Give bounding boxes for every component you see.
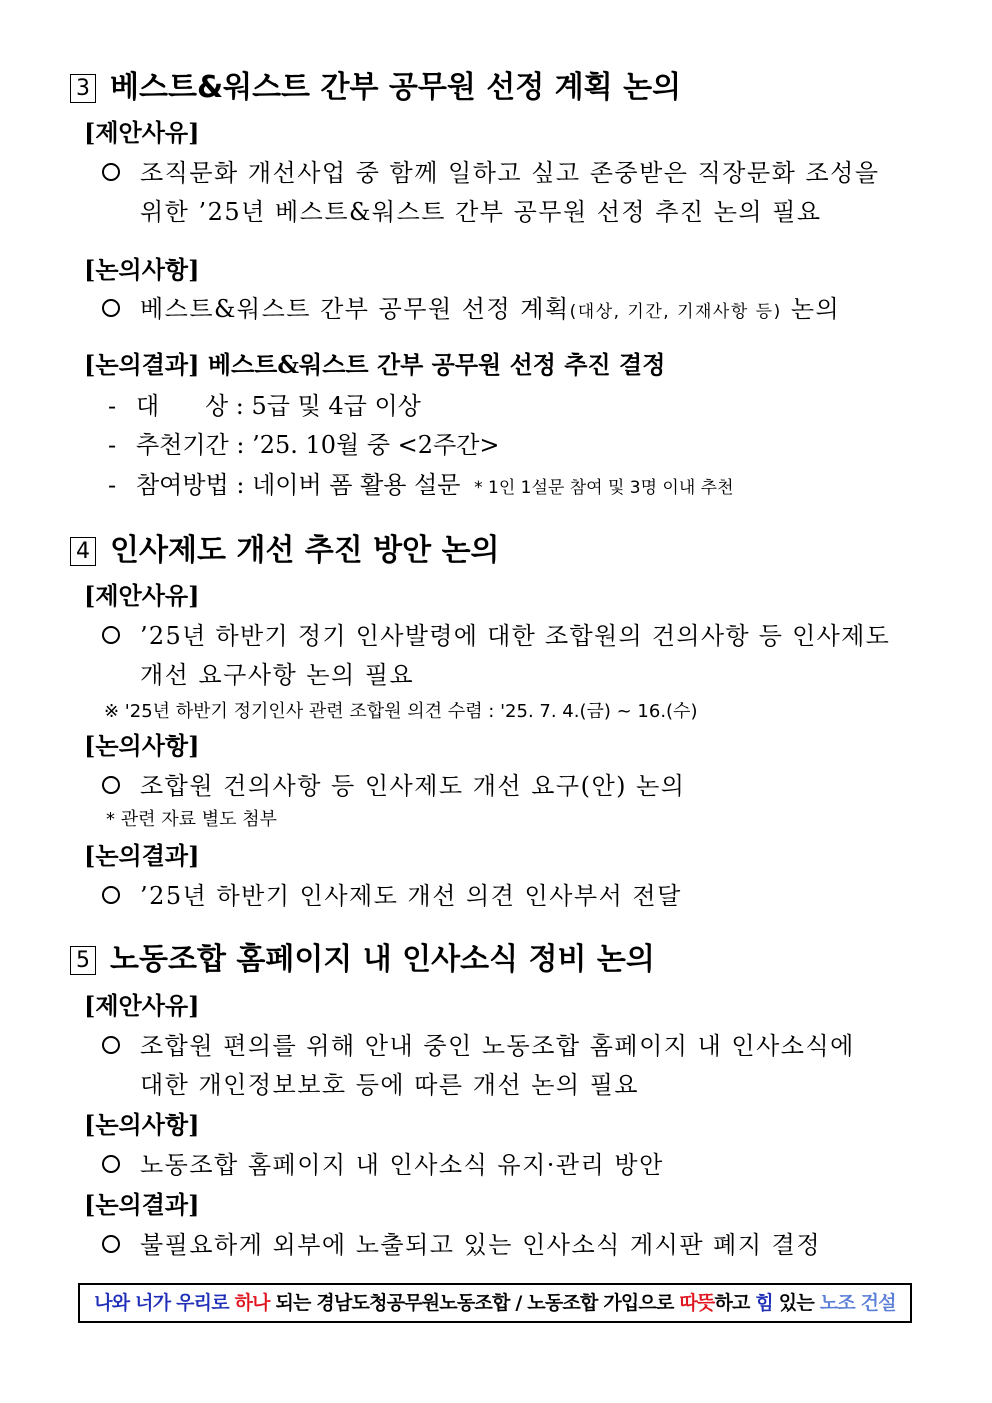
proposal-line: 조직문화 개선사업 중 함께 일하고 싶고 존중받은 직장문화 조성을 [140, 159, 880, 187]
discussion-end: 논의 [790, 295, 841, 323]
slogan-part: 있는 [772, 1292, 820, 1314]
result-item-key: 대 상 [136, 392, 229, 420]
footer-slogan [78, 1283, 912, 1323]
bullet-icon [102, 770, 120, 802]
result-item: 추천기간 : ’25. 10월 중 <2주간> [136, 431, 500, 459]
bullet-icon [102, 293, 120, 325]
bullet-icon [102, 1229, 120, 1261]
proposal-label: [제안사유] [84, 991, 200, 1020]
discussion-line [140, 293, 840, 328]
result-label: [논의결과] [84, 841, 200, 870]
result-line: ’25년 하반기 인사제도 개선 의견 인사부서 전달 [140, 882, 682, 910]
slogan-part: 노조 건설 [819, 1292, 896, 1314]
bullet-icon [102, 157, 120, 189]
result-label: [논의결과] [84, 350, 200, 379]
result-item-key: 추천기간 [136, 431, 229, 459]
section-4-title [70, 533, 500, 569]
section-title-text: 베스트&워스트 간부 공무원 선정 계획 논의 [110, 70, 682, 105]
discussion-small: (대상, 기간, 기재사항 등) [569, 302, 782, 322]
proposal-label: [제안사유] [84, 581, 200, 610]
result-note: * 1인 1설문 참여 및 3명 이내 추천 [474, 478, 734, 498]
proposal-line: 위한 ’25년 베스트&워스트 간부 공무원 선정 추진 논의 필요 [140, 198, 822, 226]
slogan-part: 되는 경남도청공무원노동조합 / 노동조합 가입으로 [269, 1292, 680, 1314]
section-title-text: 인사제도 개선 추진 방안 논의 [110, 533, 500, 568]
section-number: 5 [70, 946, 96, 975]
bullet-icon [102, 620, 120, 652]
discussion-note: * 관련 자료 별도 첨부 [106, 809, 277, 830]
slogan-part: 따뜻 [679, 1292, 715, 1314]
result-label: [논의결과] [84, 1190, 200, 1219]
dash-marker: - [108, 431, 117, 459]
result-item-value: 5급 및 4급 이상 [251, 392, 421, 420]
result-heading [84, 349, 665, 381]
result-item-value: 네이버 폼 활용 설문 [252, 471, 461, 499]
result-item-key: 참여방법 [136, 471, 229, 499]
result-item: 참여방법 : 네이버 폼 활용 설문 * 1인 1설문 참여 및 3명 이내 추천 [136, 471, 734, 499]
slogan-part: 나와 너가 우리로 [94, 1292, 235, 1314]
section-number: 3 [70, 74, 96, 103]
discussion-label: [논의사항] [84, 255, 200, 284]
bullet-icon [102, 1149, 120, 1181]
dash-marker: - [108, 471, 117, 499]
proposal-line: 대한 개인정보보호 등에 따른 개선 논의 필요 [140, 1071, 640, 1099]
proposal-line: 개선 요구사항 논의 필요 [140, 661, 415, 689]
dash-marker: - [108, 392, 117, 420]
discussion-line: 노동조합 홈페이지 내 인사소식 유지·관리 방안 [140, 1151, 664, 1179]
section-3-title [70, 70, 681, 106]
slogan-part: 힘 [755, 1292, 773, 1314]
result-item: 대 상 : 5급 및 4급 이상 [136, 392, 421, 420]
proposal-line: 조합원 편의를 위해 안내 중인 노동조합 홈페이지 내 인사소식에 [140, 1032, 855, 1060]
bullet-icon [102, 1030, 120, 1062]
slogan-part: 하나 [234, 1292, 270, 1314]
result-line: 불필요하게 외부에 노출되고 있는 인사소식 게시판 폐지 결정 [140, 1231, 822, 1259]
slogan-part: 하고 [714, 1292, 756, 1314]
result-item-value: ’25. 10월 중 <2주간> [252, 431, 500, 459]
section-5-title [70, 942, 655, 978]
discussion-line: 조합원 건의사항 등 인사제도 개선 요구(안) 논의 [140, 772, 686, 800]
discussion-main: 베스트&워스트 간부 공무원 선정 계획 [140, 295, 570, 323]
section-title-text: 노동조합 홈페이지 내 인사소식 정비 논의 [110, 942, 655, 977]
bullet-icon [102, 880, 120, 912]
discussion-label: [논의사항] [84, 731, 200, 760]
section-number: 4 [70, 537, 96, 566]
proposal-line: ’25년 하반기 정기 인사발령에 대한 조합원의 건의사항 등 인사제도 [140, 622, 891, 650]
discussion-label: [논의사항] [84, 1110, 200, 1139]
proposal-note: ※ '25년 하반기 정기인사 관련 조합원 의견 수렴 : '25. 7. 4.(금) ~ 16.(수) [104, 701, 698, 722]
result-title: 베스트&워스트 간부 공무원 선정 추진 결정 [207, 350, 666, 379]
proposal-label: [제안사유] [84, 118, 200, 147]
